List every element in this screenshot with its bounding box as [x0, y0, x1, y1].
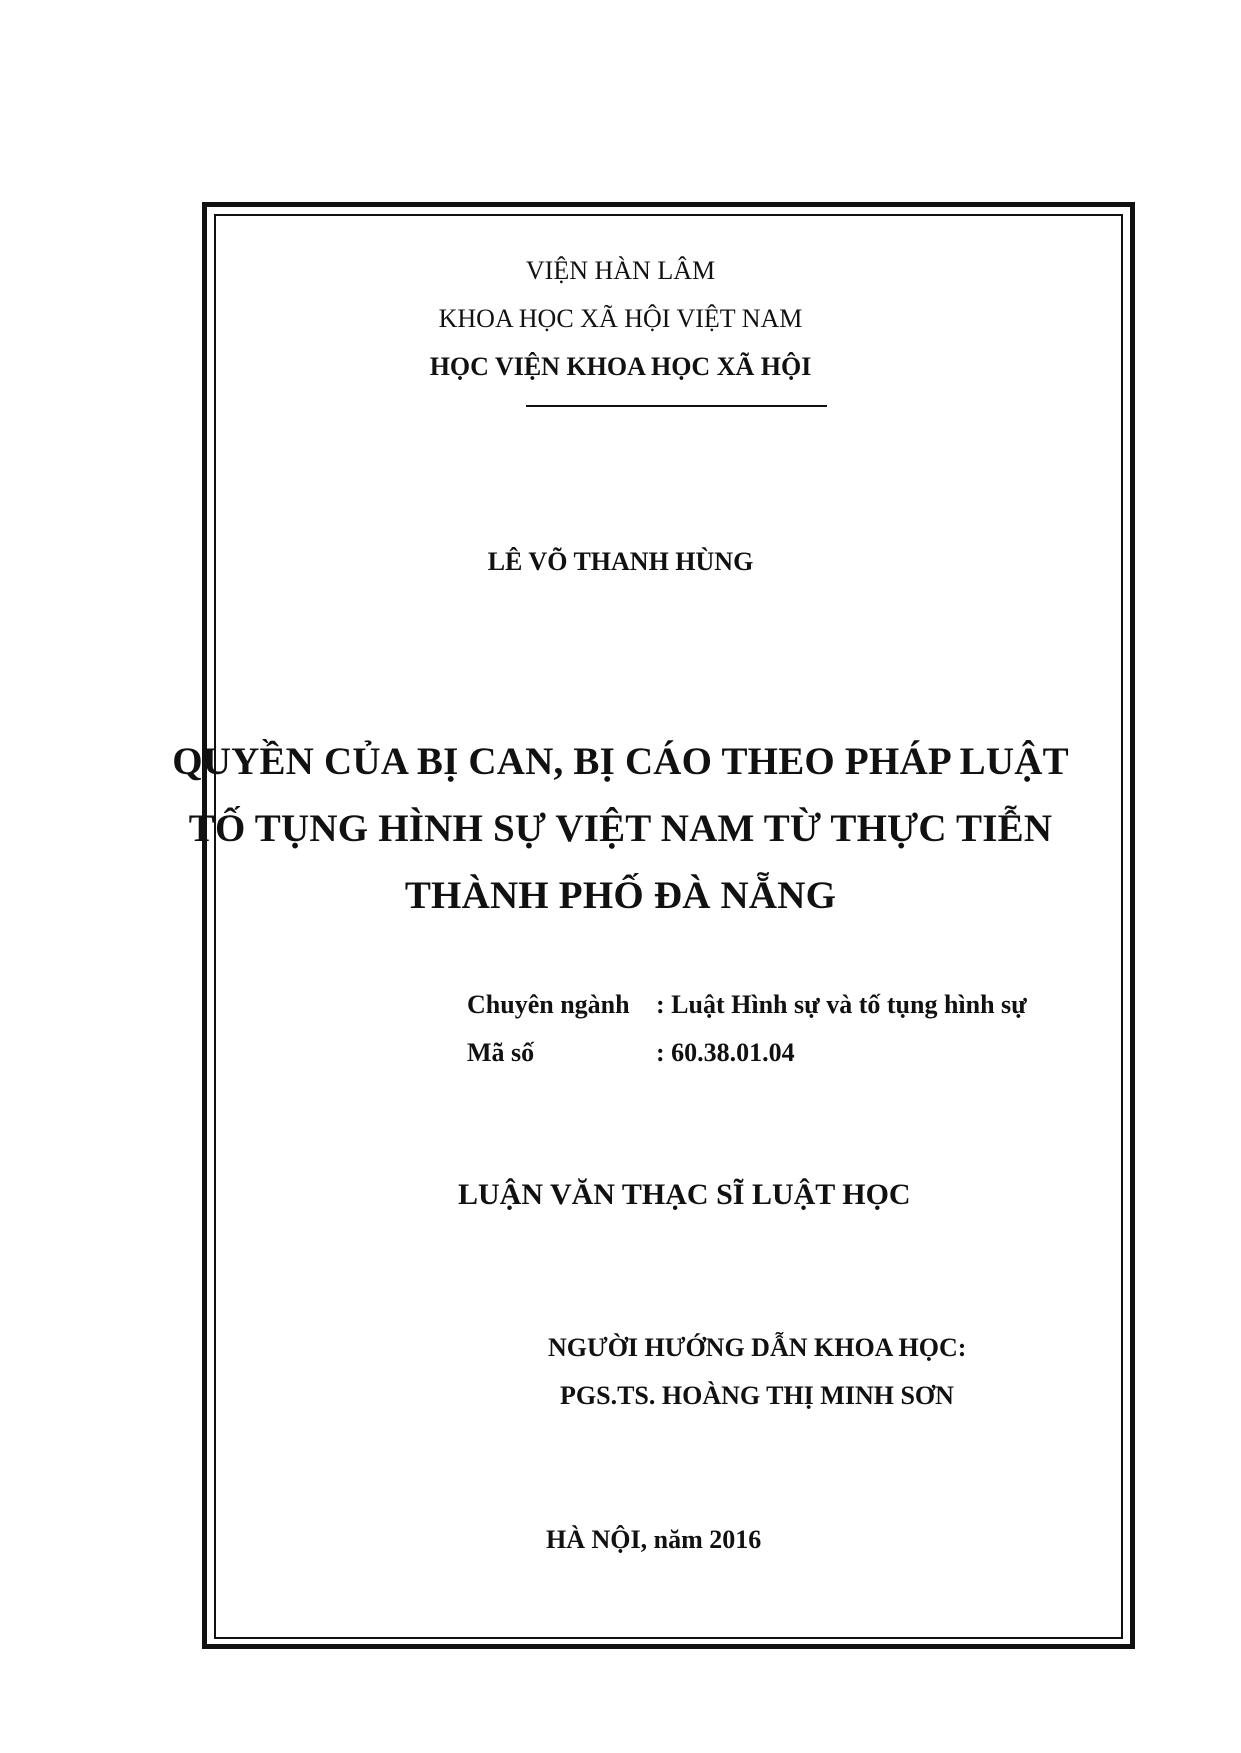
code-value: : 60.38.01.04 [656, 1038, 795, 1067]
place-and-year: HÀ NỘI, năm 2016 [546, 1525, 762, 1554]
institution-line-1: VIỆN HÀN LÂM [525, 256, 716, 285]
thesis-title-line-1: QUYỀN CỦA BỊ CAN, BỊ CÁO THEO PHÁP LUẬT [172, 740, 1069, 783]
thesis-title-line-2: TỐ TỤNG HÌNH SỰ VIỆT NAM TỪ THỰC TIỄN [188, 807, 1053, 850]
advisor-name: PGS.TS. HOÀNG THỊ MINH SƠN [560, 1381, 954, 1410]
institution-line-2: KHOA HỌC XÃ HỘI VIỆT NAM [438, 304, 803, 333]
specialization-value: : Luật Hình sự và tố tụng hình sự [656, 990, 1027, 1019]
thesis-title-line-3: THÀNH PHỐ ĐÀ NẴNG [404, 874, 837, 917]
author-name: LÊ VÕ THANH HÙNG [487, 547, 754, 576]
degree-type: LUẬN VĂN THẠC SĨ LUẬT HỌC [458, 1178, 911, 1211]
institution-name: HỌC VIỆN KHOA HỌC XÃ HỘI [429, 352, 812, 381]
advisor-heading: NGƯỜI HƯỚNG DẪN KHOA HỌC: [548, 1333, 967, 1362]
code-label: Mã số [467, 1038, 535, 1067]
inner-border-frame [214, 214, 1123, 1639]
specialization-label: Chuyên ngành [467, 990, 630, 1019]
header-divider [526, 405, 827, 407]
